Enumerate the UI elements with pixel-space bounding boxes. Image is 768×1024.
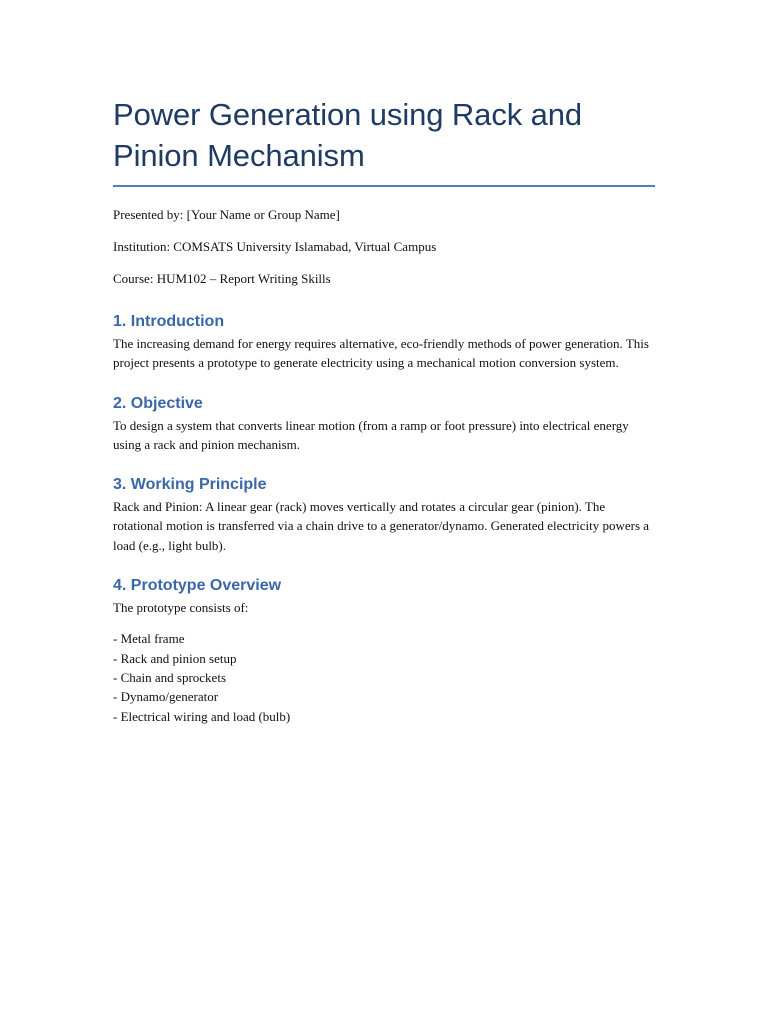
introduction-heading: 1. Introduction — [113, 313, 225, 330]
list-item: - Electrical wiring and load (bulb) — [113, 708, 291, 724]
objective-heading: 2. Objective — [113, 394, 203, 412]
list-item: - Rack and pinion setup — [113, 650, 237, 666]
working-principle-heading: 3. Working Principle — [113, 476, 267, 494]
document-content — [113, 94, 655, 726]
document-title: Power Generation using Rack and Pinion Mechanism — [113, 97, 583, 173]
list-item: - Chain and sprockets — [113, 669, 227, 685]
prototype-components-list — [113, 629, 655, 725]
objective-paragraph: To design a system that converts linear motion (from a ramp or foot pressure) into electrical energy using a rack and pinion mechanism. — [113, 417, 629, 452]
list-item: - Dynamo/generator — [113, 689, 219, 705]
working-principle-paragraph: Rack and Pinion: A linear gear (rack) moves vertically and rotates a circular gear (pinion). The rotational motion is transferred via a chain drive to a generator/dynamo. Generated electricity powers a load (e.g., light bulb). — [113, 499, 650, 553]
prototype-overview-heading: 4. Prototype Overview — [113, 577, 282, 595]
course-line: Course: HUM102 – Report Writing Skills — [113, 271, 331, 286]
list-item: - Metal frame — [113, 631, 185, 647]
title-divider — [113, 185, 655, 187]
presented-by-line: Presented by: [Your Name or Group Name] — [113, 207, 340, 222]
prototype-overview-intro: The prototype consists of: — [113, 600, 249, 616]
introduction-paragraph: The increasing demand for energy requires alternative, eco-friendly methods of power generation. This project presents a prototype to generate electricity using a mechanical motion conversion system. — [113, 336, 649, 371]
institution-line: Institution: COMSATS University Islamabad, Virtual Campus — [113, 239, 437, 254]
